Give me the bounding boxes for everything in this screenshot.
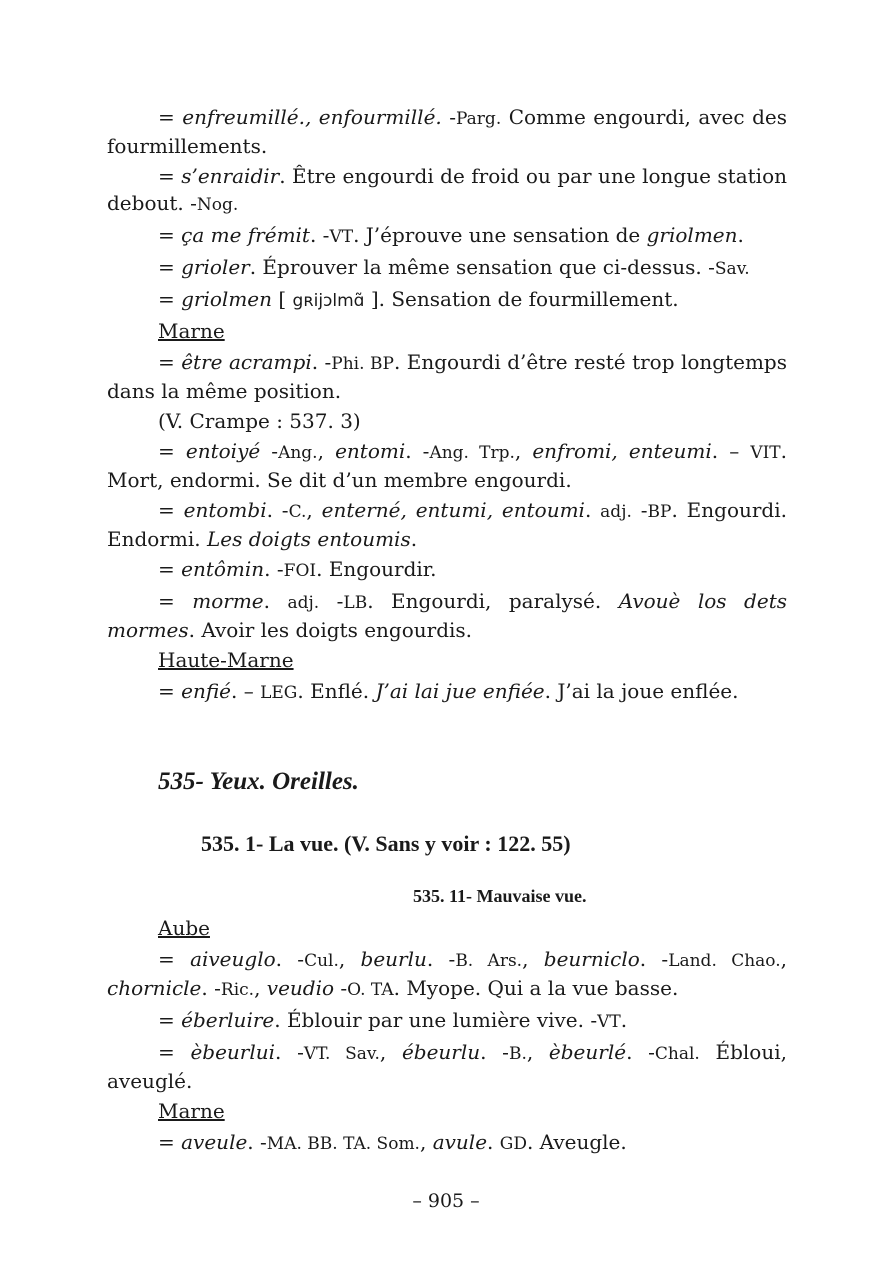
entry-text: = bbox=[158, 1040, 191, 1064]
entry-entombi bbox=[107, 497, 787, 553]
dialect-term: morme bbox=[192, 589, 264, 613]
example-phrase: J’ai lai jue enfiée bbox=[375, 679, 545, 703]
entry-text: - bbox=[319, 589, 344, 613]
entry-senraidir bbox=[107, 163, 787, 219]
entry-text: , bbox=[514, 439, 533, 463]
entry-text: . – bbox=[231, 679, 261, 703]
locality-abbrev: FOI bbox=[283, 561, 317, 581]
entry-text: . bbox=[487, 1130, 500, 1154]
entry-enfie bbox=[107, 678, 787, 707]
locality-abbrev: Ang. bbox=[278, 443, 318, 463]
dialect-term: ça me frémit bbox=[181, 223, 310, 247]
example-phrase: Avouè los dets mormes bbox=[107, 589, 787, 642]
entry-text: , bbox=[419, 1130, 433, 1154]
entry-text: . bbox=[620, 1008, 628, 1032]
entry-text: = bbox=[158, 589, 193, 613]
entry-text: . - bbox=[480, 1040, 509, 1064]
entry-text: . - bbox=[275, 947, 305, 971]
entry-text: = bbox=[158, 1008, 182, 1032]
dialect-term: chornicle bbox=[107, 976, 202, 1000]
region-heading-marne: Marne bbox=[158, 1099, 225, 1123]
dialect-term: veudio bbox=[266, 976, 335, 1000]
definition: . Éprouver la même sensation que ci-dessus. - bbox=[249, 255, 715, 279]
grammar-abbrev: adj. bbox=[287, 593, 320, 613]
entry-text: . - bbox=[264, 557, 284, 581]
dialect-term: enfromi, enteumi bbox=[532, 439, 712, 463]
definition: . Engourdi. Endormi. bbox=[107, 498, 787, 551]
section-heading: 535- Yeux. Oreilles. bbox=[158, 768, 359, 795]
locality-abbrev: B. Ars. bbox=[455, 951, 523, 971]
definition: Ébloui, aveuglé. bbox=[107, 1040, 787, 1093]
entry-ca-me-fremit bbox=[107, 222, 787, 251]
dialect-term: entoiyé bbox=[185, 439, 261, 463]
grammar-abbrev: adj. bbox=[600, 502, 632, 522]
dialect-term: s’enraidir bbox=[181, 164, 280, 188]
dialect-term: enfreumillé., enfourmillé. bbox=[182, 105, 442, 129]
entry-aveule bbox=[107, 1129, 787, 1158]
entry-text: , bbox=[254, 976, 267, 1000]
entry-text: . - bbox=[426, 947, 456, 971]
locality-abbrev: GD bbox=[499, 1134, 527, 1154]
entry-text: . bbox=[737, 223, 744, 247]
entry-etre-acrampi bbox=[107, 349, 787, 405]
locality-abbrev: Phi. BP bbox=[331, 354, 394, 374]
definition: . Mort, endormi. Se dit d’un membre engourdi. bbox=[107, 439, 788, 492]
dialect-term: entomi bbox=[335, 439, 406, 463]
entry-text: = bbox=[158, 164, 182, 188]
dialect-term: enterné, entumi, entoumi bbox=[321, 498, 585, 522]
entry-enfreumille bbox=[107, 104, 787, 160]
definition: . J’ai la joue enflée. bbox=[544, 679, 739, 703]
dialect-term: èbeurlui bbox=[190, 1040, 276, 1064]
locality-abbrev: O. TA bbox=[347, 980, 394, 1000]
entry-text: . - bbox=[626, 1040, 655, 1064]
locality-abbrev: Nog. bbox=[196, 195, 239, 215]
entry-eberluire bbox=[107, 1007, 787, 1036]
locality-abbrev: VT. Sav. bbox=[303, 1044, 380, 1064]
dialect-term: grioler bbox=[181, 255, 250, 279]
entry-text: . - bbox=[639, 947, 669, 971]
region-heading-marne: Marne bbox=[158, 319, 225, 343]
dialect-term: aiveuglo bbox=[190, 947, 276, 971]
locality-abbrev: Chal. bbox=[654, 1044, 700, 1064]
locality-abbrev: B. bbox=[508, 1044, 527, 1064]
entry-text: . bbox=[263, 589, 288, 613]
locality-abbrev: Land. Chao. bbox=[668, 951, 781, 971]
definition: . Engourdi, paralysé. bbox=[367, 589, 619, 613]
subsubsection-heading: 535. 11- Mauvaise vue. bbox=[413, 886, 587, 906]
entry-text: , bbox=[317, 439, 336, 463]
entry-text: = bbox=[158, 1130, 182, 1154]
entry-grioler bbox=[107, 254, 787, 283]
entry-griolmen bbox=[107, 286, 787, 315]
entry-text: . - bbox=[311, 350, 332, 374]
dialect-term: éberluire bbox=[181, 1008, 275, 1032]
entry-text: . - bbox=[275, 1040, 304, 1064]
definition: . Myope. Qui a la vue basse. bbox=[393, 976, 679, 1000]
entry-text: - bbox=[260, 439, 279, 463]
definition: . J’éprouve une sensation de bbox=[353, 223, 647, 247]
entry-text: , bbox=[306, 498, 322, 522]
entry-text: = bbox=[158, 287, 182, 311]
entry-text: = bbox=[158, 350, 182, 374]
locality-abbrev: LB bbox=[343, 593, 368, 613]
definition: . Engourdir. bbox=[316, 557, 437, 581]
locality-abbrev: VIT bbox=[750, 443, 781, 463]
page-body bbox=[107, 104, 787, 1161]
entry-text: , bbox=[522, 947, 544, 971]
dialect-term: ébeurlu bbox=[401, 1040, 481, 1064]
entry-text: . bbox=[584, 498, 601, 522]
entry-text: . bbox=[410, 527, 418, 551]
entry-text: , bbox=[338, 947, 361, 971]
definition: Comme engourdi, avec des fourmillements. bbox=[107, 105, 787, 158]
dialect-term: aveule bbox=[181, 1130, 248, 1154]
phonetic-transcription: gʀijɔlmɑ̃ bbox=[292, 291, 365, 311]
entry-text: - bbox=[441, 105, 456, 129]
example-phrase: Les doigts entoumis bbox=[206, 527, 411, 551]
entry-aiveuglo bbox=[107, 946, 787, 1004]
dialect-term: griolmen bbox=[181, 287, 273, 311]
locality-abbrev: LEG bbox=[260, 683, 298, 703]
entry-text: - bbox=[334, 976, 348, 1000]
dialect-term: èbeurlé bbox=[548, 1040, 627, 1064]
dialect-term: avule bbox=[432, 1130, 488, 1154]
region-heading-aube: Aube bbox=[158, 916, 210, 940]
locality-abbrev: BP bbox=[647, 502, 672, 522]
entry-text: = bbox=[158, 255, 182, 279]
locality-abbrev: Ang. Trp. bbox=[429, 443, 515, 463]
locality-abbrev: Ric. bbox=[220, 980, 255, 1000]
region-heading-haute-marne: Haute-Marne bbox=[158, 648, 294, 672]
entry-text: . - bbox=[309, 223, 330, 247]
locality-abbrev: VT bbox=[597, 1012, 621, 1032]
entry-text: . – bbox=[711, 439, 751, 463]
entry-text: , bbox=[526, 1040, 549, 1064]
entry-entoiye bbox=[107, 438, 787, 494]
locality-abbrev: MA. BB. TA. Som. bbox=[266, 1134, 420, 1154]
definition: . Avoir les doigts engourdis. bbox=[188, 618, 473, 642]
locality-abbrev: VT bbox=[329, 227, 354, 247]
entry-text: . - bbox=[405, 439, 430, 463]
entry-text: = bbox=[158, 223, 182, 247]
entry-text: = bbox=[158, 947, 191, 971]
dialect-term: beurlu bbox=[360, 947, 427, 971]
entry-text: = bbox=[158, 679, 182, 703]
dialect-term: entômin bbox=[181, 557, 265, 581]
locality-abbrev: Sav. bbox=[714, 259, 750, 279]
locality-abbrev: Parg. bbox=[456, 109, 502, 129]
dialect-term: entombi bbox=[183, 498, 267, 522]
entry-text: , bbox=[780, 947, 787, 971]
entry-text: . - bbox=[266, 498, 289, 522]
dialect-term: enfié bbox=[181, 679, 232, 703]
definition: . Engourdi d’être resté trop longtemps dans la même position. bbox=[107, 350, 787, 403]
definition: . Enflé. bbox=[297, 679, 376, 703]
definition: . Aveugle. bbox=[526, 1130, 627, 1154]
dialect-term: être acrampi bbox=[181, 350, 312, 374]
definition: . Être engourdi de froid ou par une longue station debout. - bbox=[107, 164, 787, 215]
subsection-heading: 535. 1- La vue. (V. Sans y voir : 122. 55) bbox=[201, 831, 571, 856]
locality-abbrev: Cul. bbox=[304, 951, 339, 971]
dialect-term: griolmen bbox=[646, 223, 738, 247]
page-number: – 905 – bbox=[412, 1190, 480, 1212]
entry-text: = bbox=[158, 439, 186, 463]
cross-reference: (V. Crampe : 537. 3) bbox=[158, 409, 361, 433]
entry-ebeurlui bbox=[107, 1039, 787, 1095]
entry-text: , bbox=[379, 1040, 402, 1064]
dialect-term: beurniclo bbox=[543, 947, 640, 971]
entry-entomin bbox=[107, 556, 787, 585]
entry-text: [ bbox=[272, 287, 293, 311]
definition: ]. Sensation de fourmillement. bbox=[364, 287, 679, 311]
entry-text: . - bbox=[247, 1130, 267, 1154]
entry-text: = bbox=[158, 105, 183, 129]
entry-text: = bbox=[158, 498, 184, 522]
entry-morme bbox=[107, 588, 787, 644]
entry-text: - bbox=[631, 498, 648, 522]
locality-abbrev: C. bbox=[288, 502, 307, 522]
definition: . Éblouir par une lumière vive. - bbox=[274, 1008, 598, 1032]
entry-text: = bbox=[158, 557, 182, 581]
entry-text: . - bbox=[201, 976, 221, 1000]
